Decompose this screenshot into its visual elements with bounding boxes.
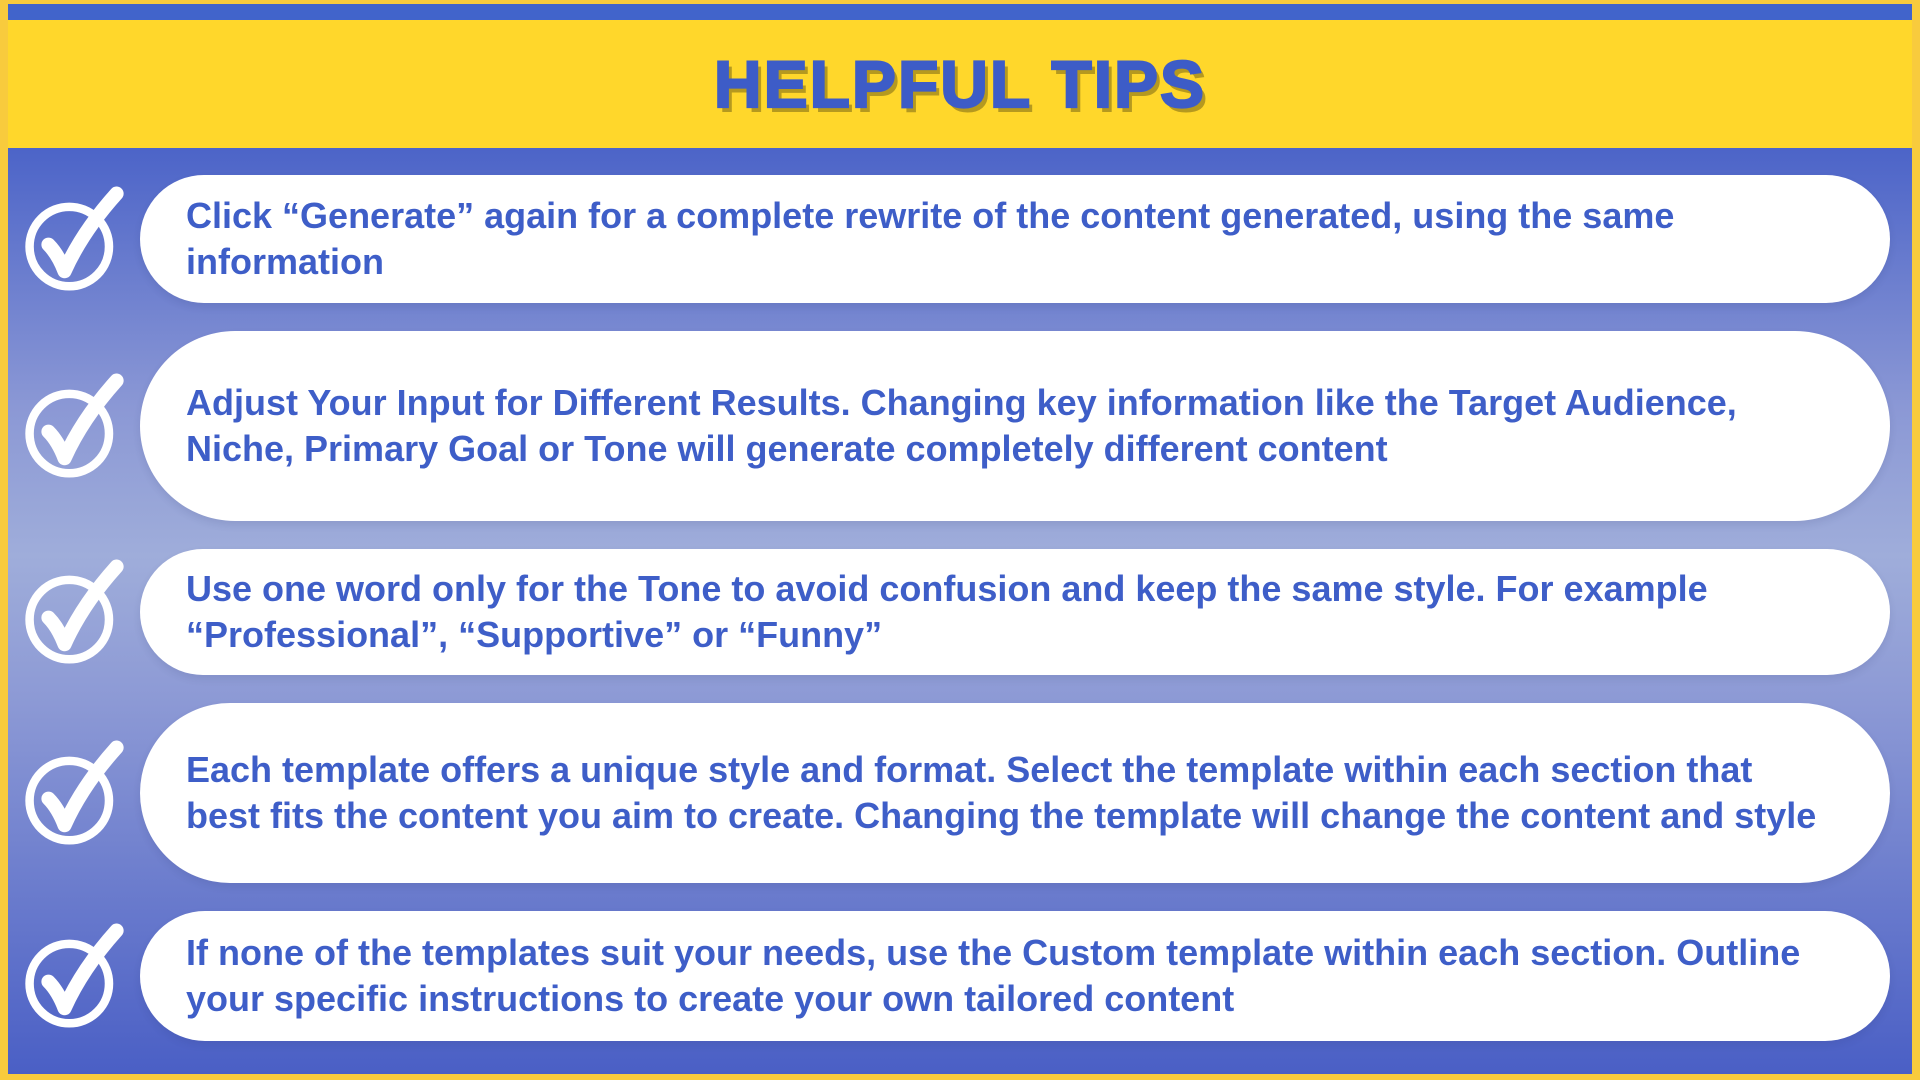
- header-band: [8, 20, 1912, 148]
- tip-text: Click “Generate” again for a complete rewrite of the content generated, using the same information: [186, 195, 1675, 282]
- check-circle-icon: [8, 556, 140, 668]
- page-title: HELPFUL TIPS: [713, 47, 1207, 121]
- check-circle-icon: [8, 737, 140, 849]
- tip-row: [8, 911, 1912, 1041]
- tip-pill: [140, 549, 1890, 675]
- tip-text: Use one word only for the Tone to avoid confusion and keep the same style. For example “Professional”, “Supportive” or “Funny”: [186, 568, 1708, 655]
- check-circle-icon: [8, 183, 140, 295]
- tip-row: [8, 331, 1912, 521]
- tip-text: Adjust Your Input for Different Results. Changing key information like the Target Audience, Niche, Primary Goal or Tone will generate completely different content: [186, 382, 1737, 469]
- tip-text: Each template offers a unique style and format. Select the template within each section that best fits the content you aim to create. Changing the template will change the content and style: [186, 749, 1817, 836]
- check-circle-icon: [8, 370, 140, 482]
- check-circle-icon: [8, 920, 140, 1032]
- tip-pill: [140, 175, 1890, 303]
- top-accent-strip: [8, 4, 1912, 20]
- tip-pill: [140, 911, 1890, 1041]
- tip-pill: [140, 703, 1890, 883]
- tip-pill: [140, 331, 1890, 521]
- tip-row: [8, 703, 1912, 883]
- tip-text: If none of the templates suit your needs, use the Custom template within each section. Outline your specific instructions to create your own tailored content: [186, 932, 1801, 1019]
- tip-row: [8, 549, 1912, 675]
- tips-panel: [8, 148, 1912, 1074]
- tip-row: [8, 175, 1912, 303]
